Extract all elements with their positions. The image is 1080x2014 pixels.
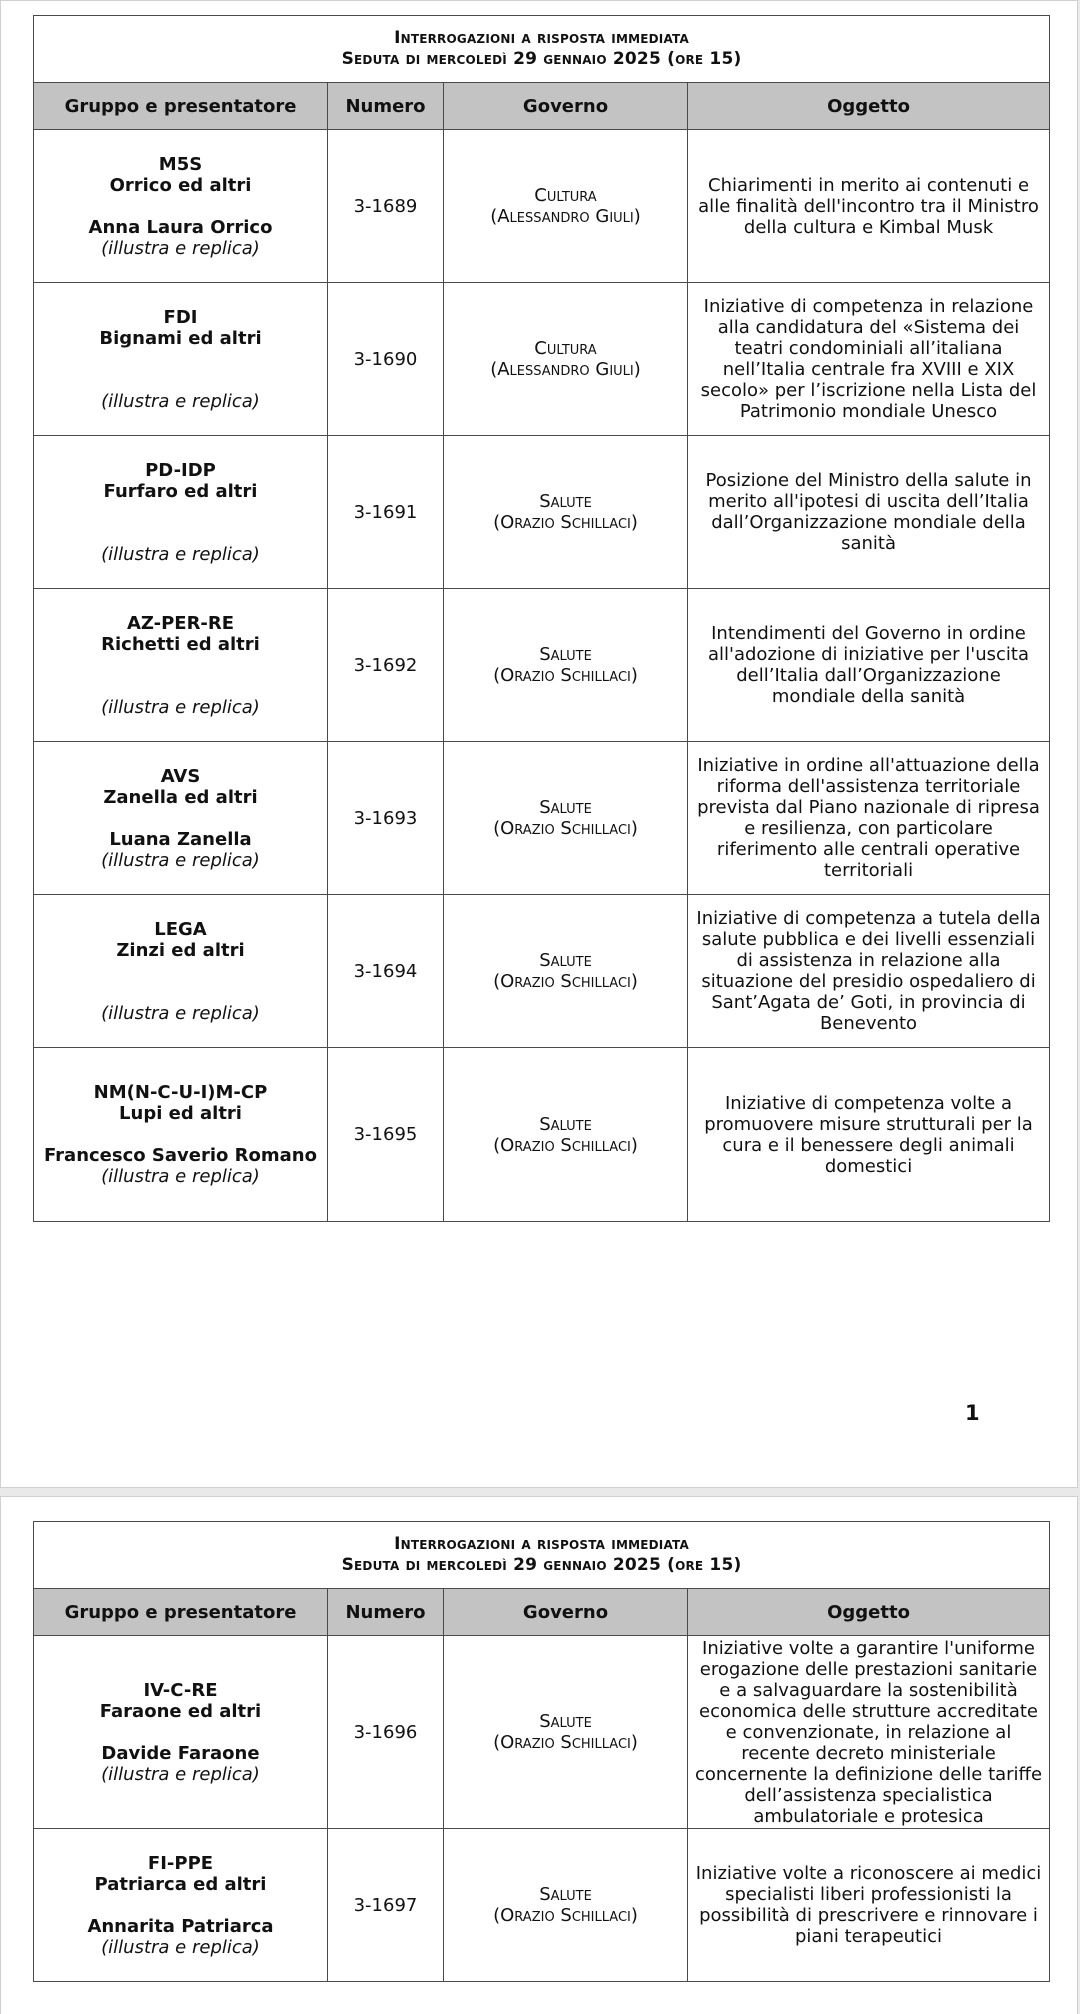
minister-name: (Orazio Schillaci) <box>493 818 638 839</box>
number-cell: 3-1689 <box>328 130 444 283</box>
column-header-number: Numero <box>328 1589 444 1636</box>
government-cell <box>444 589 688 742</box>
ministry-name: Salute <box>539 644 592 665</box>
group-cell <box>34 283 328 436</box>
group-name: M5S <box>158 153 203 175</box>
number-cell: 3-1692 <box>328 589 444 742</box>
title-line-2: Seduta di mercoledì 29 gennaio 2025 (ore 15) <box>341 49 742 69</box>
group-cell <box>34 589 328 742</box>
role-note: (illustra e replica) <box>101 1763 260 1785</box>
table-row <box>34 436 1050 589</box>
column-header-number: Numero <box>328 83 444 130</box>
group-cell <box>34 436 328 589</box>
group-cell <box>34 1636 328 1829</box>
government-cell <box>444 1048 688 1222</box>
table-row <box>34 1048 1050 1222</box>
subject-cell: Iniziative di competenza volte a promuovere misure strutturali per la cura e il benessere degli animali domestici <box>688 1048 1050 1222</box>
group-name: FI-PPE <box>147 1852 214 1874</box>
government-cell <box>444 742 688 895</box>
number-cell: 3-1694 <box>328 895 444 1048</box>
role-note: (illustra e replica) <box>101 390 260 412</box>
column-header-row <box>34 83 1050 130</box>
column-header-government: Governo <box>444 1589 688 1636</box>
group-name: FDI <box>163 306 198 328</box>
role-note: (illustra e replica) <box>101 696 260 718</box>
presenter-name: Davide Faraone <box>101 1742 260 1764</box>
table-row <box>34 895 1050 1048</box>
group-name: IV-C-RE <box>143 1679 218 1701</box>
subject-cell: Iniziative di competenza in relazione alla candidatura del «Sistema dei teatri condominiali all’italiana nell’Italia centrale fra XVIII e XIX secolo» per l’iscrizione nella Lista del Patrimonio mondiale Unesco <box>688 283 1050 436</box>
spacer <box>40 655 321 676</box>
title-line-1: Interrogazioni a risposta immediata <box>394 1534 689 1554</box>
presenter-name: Francesco Saverio Romano <box>44 1145 317 1166</box>
minister-name: (Orazio Schillaci) <box>493 971 638 992</box>
table-row <box>34 589 1050 742</box>
column-header-subject: Oggetto <box>688 1589 1050 1636</box>
number-cell: 3-1697 <box>328 1829 444 1982</box>
subject-cell: Iniziative volte a riconoscere ai medici specialisti liberi professionisti la possibilità di prescrivere e rinnovare i piani terapeutici <box>688 1829 1050 1982</box>
subject-cell: Iniziative di competenza a tutela della salute pubblica e dei livelli essenziali di assistenza in relazione alla situazione del presidio ospedaliero di Sant’Agata de’ Goti, in provincia di Benevento <box>688 895 1050 1048</box>
spacer <box>40 349 321 370</box>
government-cell <box>444 895 688 1048</box>
table-title <box>34 16 1050 83</box>
first-signer: Richetti ed altri <box>101 633 260 655</box>
minister-name: (Orazio Schillaci) <box>493 1905 638 1926</box>
table-row <box>34 130 1050 283</box>
ministry-name: Salute <box>539 491 592 512</box>
role-note: (illustra e replica) <box>101 1936 260 1958</box>
role-note: (illustra e replica) <box>101 543 260 565</box>
spacer <box>40 196 321 217</box>
government-cell <box>444 1636 688 1829</box>
group-name: PD-IDP <box>145 459 216 481</box>
column-header-row <box>34 1589 1050 1636</box>
government-cell <box>444 283 688 436</box>
minister-name: (Orazio Schillaci) <box>493 1732 638 1753</box>
document-page-2 <box>0 1496 1078 2014</box>
table-row <box>34 1636 1050 1829</box>
spacer <box>40 808 321 829</box>
presenter-name: Annarita Patriarca <box>87 1915 274 1937</box>
spacer <box>40 961 321 982</box>
number-cell: 3-1690 <box>328 283 444 436</box>
number-cell: 3-1693 <box>328 742 444 895</box>
number-cell: 3-1695 <box>328 1048 444 1222</box>
ministry-name: Cultura <box>534 185 597 206</box>
subject-cell: Iniziative volte a garantire l'uniforme erogazione delle prestazioni sanitarie e a salvaguardare la sostenibilità economica delle strutture accreditate e convenzionate, in relazione al recente decreto ministeriale concernente la definizione delle tariffe dell’assistenza specialistica ambulatoriale e protesica <box>688 1636 1050 1829</box>
ministry-name: Salute <box>539 1711 592 1732</box>
column-header-government: Governo <box>444 83 688 130</box>
first-signer: Patriarca ed altri <box>94 1873 267 1895</box>
table-row <box>34 283 1050 436</box>
subject-cell: Chiarimenti in merito ai contenuti e alle finalità dell'incontro tra il Ministro della cultura e Kimbal Musk <box>688 130 1050 283</box>
column-header-group: Gruppo e presentatore <box>34 1589 328 1636</box>
number-cell: 3-1696 <box>328 1636 444 1829</box>
spacer <box>40 1722 321 1743</box>
table-row <box>34 742 1050 895</box>
table-row <box>34 1829 1050 1982</box>
table-title <box>34 1522 1050 1589</box>
group-cell <box>34 130 328 283</box>
minister-name: (Alessandro Giuli) <box>490 206 641 227</box>
group-name: AZ-PER-RE <box>126 612 235 634</box>
presenter-blank <box>40 370 321 391</box>
minister-name: (Alessandro Giuli) <box>490 359 641 380</box>
presenter-blank <box>40 523 321 544</box>
ministry-name: Salute <box>539 950 592 971</box>
spacer <box>40 1124 321 1145</box>
column-header-subject: Oggetto <box>688 83 1050 130</box>
subject-cell: Intendimenti del Governo in ordine all'adozione di iniziative per l'uscita dell’Italia dall’Organizzazione mondiale della sanità <box>688 589 1050 742</box>
role-note: (illustra e replica) <box>101 849 260 871</box>
government-cell <box>444 1829 688 1982</box>
page-number: 1 <box>965 1401 980 1425</box>
role-note: (illustra e replica) <box>101 237 260 259</box>
government-cell <box>444 436 688 589</box>
first-signer: Lupi ed altri <box>119 1103 242 1124</box>
ministry-name: Salute <box>539 1884 592 1905</box>
number-cell: 3-1691 <box>328 436 444 589</box>
first-signer: Zanella ed altri <box>103 786 258 808</box>
questions-table <box>33 15 1050 1222</box>
column-header-group: Gruppo e presentatore <box>34 83 328 130</box>
role-note: (illustra e replica) <box>101 1166 260 1187</box>
presenter-blank <box>40 676 321 697</box>
minister-name: (Orazio Schillaci) <box>493 1134 638 1156</box>
first-signer: Zinzi ed altri <box>116 939 245 961</box>
questions-table <box>33 1521 1050 1982</box>
group-name: LEGA <box>154 918 207 940</box>
group-cell <box>34 1048 328 1222</box>
ministry-name: Salute <box>539 797 592 818</box>
group-name: NM(N-C-U-I)M-CP <box>93 1082 268 1103</box>
presenter-blank <box>40 982 321 1003</box>
first-signer: Bignami ed altri <box>99 327 262 349</box>
subject-cell: Posizione del Ministro della salute in merito all'ipotesi di uscita dell’Italia dall’Organizzazione mondiale della sanità <box>688 436 1050 589</box>
first-signer: Orrico ed altri <box>109 174 252 196</box>
minister-name: (Orazio Schillaci) <box>493 512 638 533</box>
first-signer: Faraone ed altri <box>99 1700 262 1722</box>
group-cell <box>34 1829 328 1982</box>
group-cell <box>34 742 328 895</box>
title-line-2: Seduta di mercoledì 29 gennaio 2025 (ore 15) <box>341 1555 742 1575</box>
ministry-name: Salute <box>539 1113 592 1135</box>
presenter-name: Luana Zanella <box>109 828 252 850</box>
spacer <box>40 502 321 523</box>
title-line-1: Interrogazioni a risposta immediata <box>394 28 689 48</box>
ministry-name: Cultura <box>534 338 597 359</box>
group-name: AVS <box>160 765 201 787</box>
minister-name: (Orazio Schillaci) <box>493 665 638 686</box>
government-cell <box>444 130 688 283</box>
presenter-name: Anna Laura Orrico <box>88 216 273 238</box>
group-cell <box>34 895 328 1048</box>
first-signer: Furfaro ed altri <box>103 480 258 502</box>
role-note: (illustra e replica) <box>101 1002 260 1024</box>
subject-cell: Iniziative in ordine all'attuazione della riforma dell'assistenza territoriale prevista dal Piano nazionale di ripresa e resilienza, con particolare riferimento alle centrali operative territoriali <box>688 742 1050 895</box>
spacer <box>40 1895 321 1916</box>
